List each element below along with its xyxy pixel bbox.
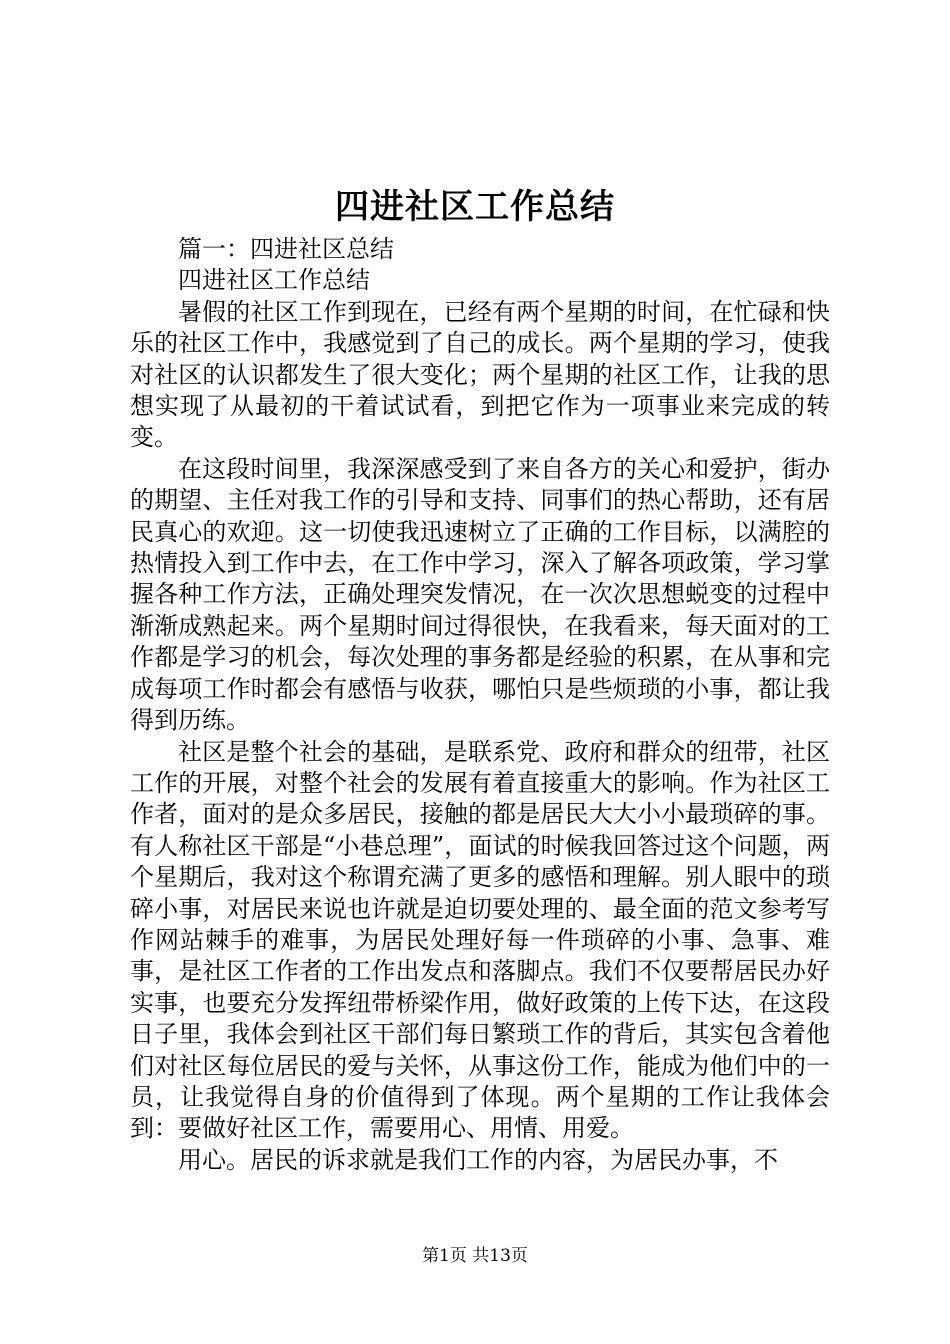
- page-number-footer: 第1页 共13页: [422, 1246, 528, 1266]
- section-heading: 篇一：四进社区总结: [178, 235, 394, 263]
- article-title: 四进社区工作总结: [178, 266, 370, 295]
- paragraph: 暑假的社区工作到现在，已经有两个星期的时间，在忙碌和快乐的社区工作中，我感觉到了自己的成长。两个星期的学习，使我对社区的认识都发生了很大变化；两个星期的社区工作，让我的思想实现了从最初的干着试试看，到把它作为一项事业来完成的转变。: [130, 297, 830, 452]
- paragraph: 社区是整个社会的基础，是联系党、政府和群众的纽带，社区工作的开展，对整个社会的发展有着直接重大的影响。作为社区工作者，面对的是众多居民，接触的都是居民大大小小最琐碎的事。有人称社区干部是“小巷总理”，面试的时候我回答过这个问题，两个星期后，我对这个称谓充满了更多的感悟和理解。别人眼中的琐碎小事，对居民来说也许就是迫切要处理的、最全面的范文参考写作网站棘手的难事，为居民处理好每一件琐碎的小事、急事、难事，是社区工作者的工作出发点和落脚点。我们不仅要帮居民办好实事，也要充分发挥纽带桥梁作用，做好政策的上传下达，在这段日子里，我体会到社区干部们每日繁琐工作的背后，其实包含着他们对社区每位居民的爱与关怀，从事这份工作，能成为他们中的一员，让我觉得自身的价值得到了体现。两个星期的工作让我体会到：要做好社区工作，需要用心、用情、用爱。: [130, 737, 830, 1143]
- document-body: [130, 234, 830, 1176]
- paragraph: 用心。居民的诉求就是我们工作的内容，为居民办事，不: [178, 1145, 778, 1174]
- paragraph: 在这段时间里，我深深感受到了来自各方的关心和爱护，街办的期望、主任对我工作的引导和支持、同事们的热心帮助，还有居民真心的欢迎。这一切使我迅速树立了正确的工作目标，以满腔的热情投入到工作中去，在工作中学习，深入了解各项政策，学习掌握各种工作方法，正确处理突发情况，在一次次思想蜕变的过程中渐渐成熟起来。两个星期时间过得很快，在我看来，每天面对的工作都是学习的机会，每次处理的事务都是经验的积累，在从事和完成每项工作时都会有感悟与收获，哪怕只是些烦琐的小事，都让我得到历练。: [130, 454, 830, 735]
- document-title: 四进社区工作总结: [335, 187, 615, 227]
